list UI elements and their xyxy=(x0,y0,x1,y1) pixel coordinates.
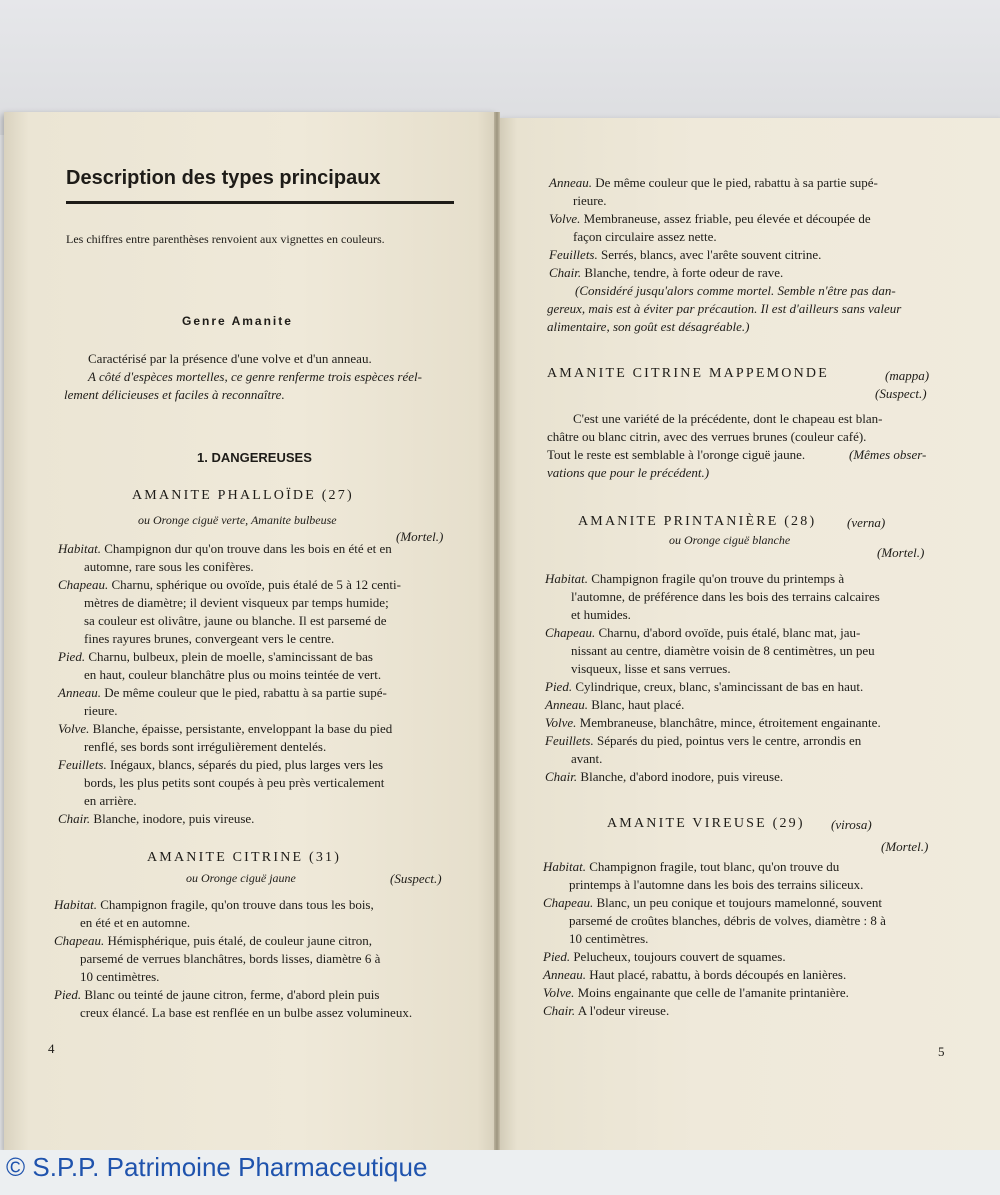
field-label: Chair. xyxy=(58,811,91,826)
field-label: Habitat. xyxy=(543,859,586,874)
field-text: Champignon dur qu'on trouve dans les bois en été et en xyxy=(100,541,392,556)
description-line xyxy=(84,594,389,611)
description-line xyxy=(84,792,137,809)
description-line xyxy=(545,678,863,695)
description-line xyxy=(543,984,849,1001)
text-line: gereux, mais est à éviter par précaution. Il est d'ailleurs sans valeur xyxy=(547,301,902,316)
field-text: Blanche, épaisse, persistante, enveloppant la base du pied xyxy=(89,721,393,736)
field-label: Chapeau. xyxy=(545,625,596,640)
text-line: (Considéré jusqu'alors comme mortel. Semble n'être pas dan- xyxy=(575,283,896,298)
field-text: l'automne, de préférence dans les bois des terrains calcaires xyxy=(571,589,880,604)
left-page xyxy=(4,112,497,1152)
field-text: Champignon fragile qu'on trouve du printemps à xyxy=(587,571,845,586)
field-text: Blanc, haut placé. xyxy=(587,697,685,712)
field-text: Hémisphérique, puis étalé, de couleur jaune citron, xyxy=(104,933,373,948)
description-line xyxy=(549,264,783,281)
phalloide-name: AMANITE PHALLOÏDE (27) xyxy=(132,488,354,503)
field-text: nissant au centre, diamètre voisin de 8 centimètres, un peu xyxy=(571,643,875,658)
genre-desc-2: A côté d'espèces mortelles, ce genre renferme trois espèces réel- xyxy=(88,369,422,384)
description-line xyxy=(545,696,684,713)
field-label: Pied. xyxy=(545,679,573,694)
field-text: Membraneuse, blanchâtre, mince, étroitement engainante. xyxy=(576,715,881,730)
copyright-watermark: © S.P.P. Patrimoine Pharmaceutique xyxy=(6,1152,428,1182)
field-text: sa couleur est olivâtre, jaune ou blanche. Il est parsemé de xyxy=(84,613,387,628)
field-text: Inégaux, blancs, séparés du pied, plus larges vers les xyxy=(106,757,384,772)
mappemonde-note-b: vations que pour le précédent.) xyxy=(547,465,710,480)
field-label: Volve. xyxy=(545,715,577,730)
field-text: visqueux, lisse et sans verrues. xyxy=(571,661,731,676)
description-line xyxy=(571,642,875,659)
field-label: Pied. xyxy=(543,949,571,964)
field-text: façon circulaire assez nette. xyxy=(573,229,717,244)
field-text: Blanche, d'abord inodore, puis vireuse. xyxy=(577,769,784,784)
description-line xyxy=(571,588,880,605)
mappemonde-name: AMANITE CITRINE MAPPEMONDE xyxy=(547,366,829,381)
description-line xyxy=(571,660,731,677)
field-text: creux élancé. La base est renflée en un bulbe assez volumineux. xyxy=(80,1005,413,1020)
description-line xyxy=(549,210,871,227)
citrine-status: (Suspect.) xyxy=(390,871,442,886)
field-text: Charnu, sphérique ou ovoïde, puis étalé de 5 à 12 centi- xyxy=(108,577,401,592)
description-line xyxy=(84,738,326,755)
field-label: Volve. xyxy=(549,211,581,226)
field-label: Volve. xyxy=(543,985,575,1000)
field-text: rieure. xyxy=(573,193,607,208)
field-label: Chair. xyxy=(545,769,578,784)
description-line xyxy=(543,966,846,983)
right-page xyxy=(497,118,1000,1158)
field-label: Feuillets. xyxy=(549,247,598,262)
field-label: Chair. xyxy=(543,1003,576,1018)
genre-desc-1: Caractérisé par la présence d'une volve et d'un anneau. xyxy=(88,351,372,366)
field-text: Serrés, blancs, avec l'arête souvent citrine. xyxy=(597,247,822,262)
description-line xyxy=(549,174,878,191)
field-text: Séparés du pied, pointus vers le centre, arrondis en xyxy=(593,733,862,748)
description-line xyxy=(573,228,717,245)
field-text: automne, rare sous les conifères. xyxy=(84,559,254,574)
field-text: en été et en automne. xyxy=(80,915,191,930)
field-label: Anneau. xyxy=(543,967,586,982)
field-text: renflé, ses bords sont irrégulièrement dentelés. xyxy=(84,739,327,754)
genre-heading: Genre Amanite xyxy=(182,314,293,328)
field-label: Pied. xyxy=(54,987,82,1002)
description-line xyxy=(58,810,254,827)
description-line xyxy=(84,774,384,791)
description-line xyxy=(545,624,860,641)
field-text: Charnu, bulbeux, plein de moelle, s'amincissant de bas xyxy=(85,649,373,664)
field-text: Champignon fragile, qu'on trouve dans tous les bois, xyxy=(96,897,374,912)
description-line xyxy=(543,948,786,965)
description-line xyxy=(80,968,159,985)
field-text: avant. xyxy=(571,751,603,766)
intro-note: Les chiffres entre parenthèses renvoient aux vignettes en couleurs. xyxy=(66,232,385,246)
page-number-right: 5 xyxy=(938,1044,945,1059)
field-label: Anneau. xyxy=(549,175,592,190)
field-label: Habitat. xyxy=(545,571,588,586)
field-label: Volve. xyxy=(58,721,90,736)
title-rule xyxy=(66,201,454,204)
vireuse-latin: (virosa) xyxy=(831,817,872,832)
field-label: Chapeau. xyxy=(58,577,109,592)
field-text: 10 centimètres. xyxy=(569,931,649,946)
field-text: en haut, couleur blanchâtre plus ou moins teintée de vert. xyxy=(84,667,382,682)
description-line xyxy=(84,612,387,629)
description-line xyxy=(80,950,380,967)
text-line: châtre ou blanc citrin, avec des verrues brunes (couleur café). xyxy=(547,429,867,444)
field-text: Moins engainante que celle de l'amanite printanière. xyxy=(574,985,849,1000)
field-text: Membraneuse, assez friable, peu élevée et découpée de xyxy=(580,211,871,226)
field-text: Blanche, tendre, à forte odeur de rave. xyxy=(581,265,784,280)
field-label: Feuillets. xyxy=(545,733,594,748)
description-line xyxy=(54,932,372,949)
mappemonde-latin: (mappa) xyxy=(885,368,930,383)
field-text: rieure. xyxy=(84,703,118,718)
field-text: Haut placé, rabattu, à bords découpés en lanières. xyxy=(585,967,847,982)
printaniere-alt: ou Oronge ciguë blanche xyxy=(669,533,791,547)
page-number-left: 4 xyxy=(48,1041,55,1056)
description-line xyxy=(58,648,373,665)
mappemonde-note-a: (Mêmes obser- xyxy=(849,447,927,462)
field-label: Chapeau. xyxy=(543,895,594,910)
citrine-alt: ou Oronge ciguë jaune xyxy=(186,871,296,885)
citrine-name: AMANITE CITRINE (31) xyxy=(147,850,342,865)
vireuse-status: (Mortel.) xyxy=(881,839,929,854)
description-line xyxy=(569,912,886,929)
field-text: bords, les plus petits sont coupés à peu près verticalement xyxy=(84,775,385,790)
vireuse-name: AMANITE VIREUSE (29) xyxy=(607,816,805,831)
description-line xyxy=(545,714,881,731)
description-line xyxy=(543,1002,669,1019)
description-line xyxy=(58,540,392,557)
description-line xyxy=(543,858,839,875)
description-line xyxy=(549,246,821,263)
field-text: Blanc, un peu conique et toujours mamelonné, souvent xyxy=(593,895,883,910)
page-title: Description des types principaux xyxy=(66,167,381,189)
description-line xyxy=(545,570,844,587)
description-line xyxy=(58,756,383,773)
field-text: parsemé de croûtes blanches, débris de volves, diamètre : 8 à xyxy=(569,913,886,928)
field-text: De même couleur que le pied, rabattu à sa partie supé- xyxy=(591,175,878,190)
description-line xyxy=(569,876,863,893)
field-label: Feuillets. xyxy=(58,757,107,772)
description-line xyxy=(58,684,387,701)
book-spine xyxy=(494,112,500,1152)
description-line xyxy=(569,930,648,947)
description-line xyxy=(58,720,392,737)
description-line xyxy=(571,750,602,767)
phalloide-status: (Mortel.) xyxy=(396,529,444,544)
description-line xyxy=(80,914,190,931)
field-label: Habitat. xyxy=(54,897,97,912)
field-label: Chapeau. xyxy=(54,933,105,948)
phalloide-alt: ou Oronge ciguë verte, Amanite bulbeuse xyxy=(138,513,337,527)
field-text: Blanc ou teinté de jaune citron, ferme, d'abord plein puis xyxy=(81,987,380,1002)
field-text: mètres de diamètre; il devient visqueux par temps humide; xyxy=(84,595,389,610)
field-text: Pelucheux, toujours couvert de squames. xyxy=(570,949,786,964)
mappemonde-status: (Suspect.) xyxy=(875,386,927,401)
field-text: Charnu, d'abord ovoïde, puis étalé, blanc mat, jau- xyxy=(595,625,861,640)
description-line xyxy=(545,732,861,749)
description-line xyxy=(571,606,631,623)
description-line xyxy=(84,702,118,719)
description-line xyxy=(543,894,882,911)
description-line xyxy=(545,768,783,785)
description-line xyxy=(54,896,374,913)
field-text: Champignon fragile, tout blanc, qu'on trouve du xyxy=(585,859,840,874)
description-line xyxy=(58,576,401,593)
genre-desc-3: lement délicieuses et faciles à reconnaître. xyxy=(64,387,285,402)
description-line xyxy=(80,1004,412,1021)
field-text: Blanche, inodore, puis vireuse. xyxy=(90,811,255,826)
printaniere-name: AMANITE PRINTANIÈRE (28) xyxy=(578,514,817,529)
field-text: parsemé de verrues blanchâtres, bords lisses, diamètre 6 à xyxy=(80,951,381,966)
description-line xyxy=(573,192,607,209)
printaniere-latin: (verna) xyxy=(847,515,886,530)
field-text: A l'odeur vireuse. xyxy=(575,1003,670,1018)
text-line: C'est une variété de la précédente, dont le chapeau est blan- xyxy=(573,411,883,426)
description-line xyxy=(84,666,381,683)
field-text: printemps à l'automne dans les bois des terrains siliceux. xyxy=(569,877,864,892)
field-text: 10 centimètres. xyxy=(80,969,160,984)
section-heading: 1. DANGEREUSES xyxy=(197,450,312,465)
field-text: De même couleur que le pied, rabattu à sa partie supé- xyxy=(100,685,387,700)
description-line xyxy=(84,630,334,647)
field-label: Anneau. xyxy=(58,685,101,700)
text-line: Tout le reste est semblable à l'oronge ciguë jaune. xyxy=(547,447,806,462)
description-line xyxy=(84,558,254,575)
text-line: alimentaire, son goût est désagréable.) xyxy=(547,319,750,334)
field-text: et humides. xyxy=(571,607,631,622)
field-label: Pied. xyxy=(58,649,86,664)
description-line xyxy=(54,986,379,1003)
field-label: Chair. xyxy=(549,265,582,280)
field-label: Anneau. xyxy=(545,697,588,712)
field-label: Habitat. xyxy=(58,541,101,556)
field-text: en arrière. xyxy=(84,793,137,808)
printaniere-status: (Mortel.) xyxy=(877,545,925,560)
field-text: fines rayures brunes, convergeant vers le centre. xyxy=(84,631,335,646)
field-text: Cylindrique, creux, blanc, s'amincissant de bas en haut. xyxy=(572,679,864,694)
